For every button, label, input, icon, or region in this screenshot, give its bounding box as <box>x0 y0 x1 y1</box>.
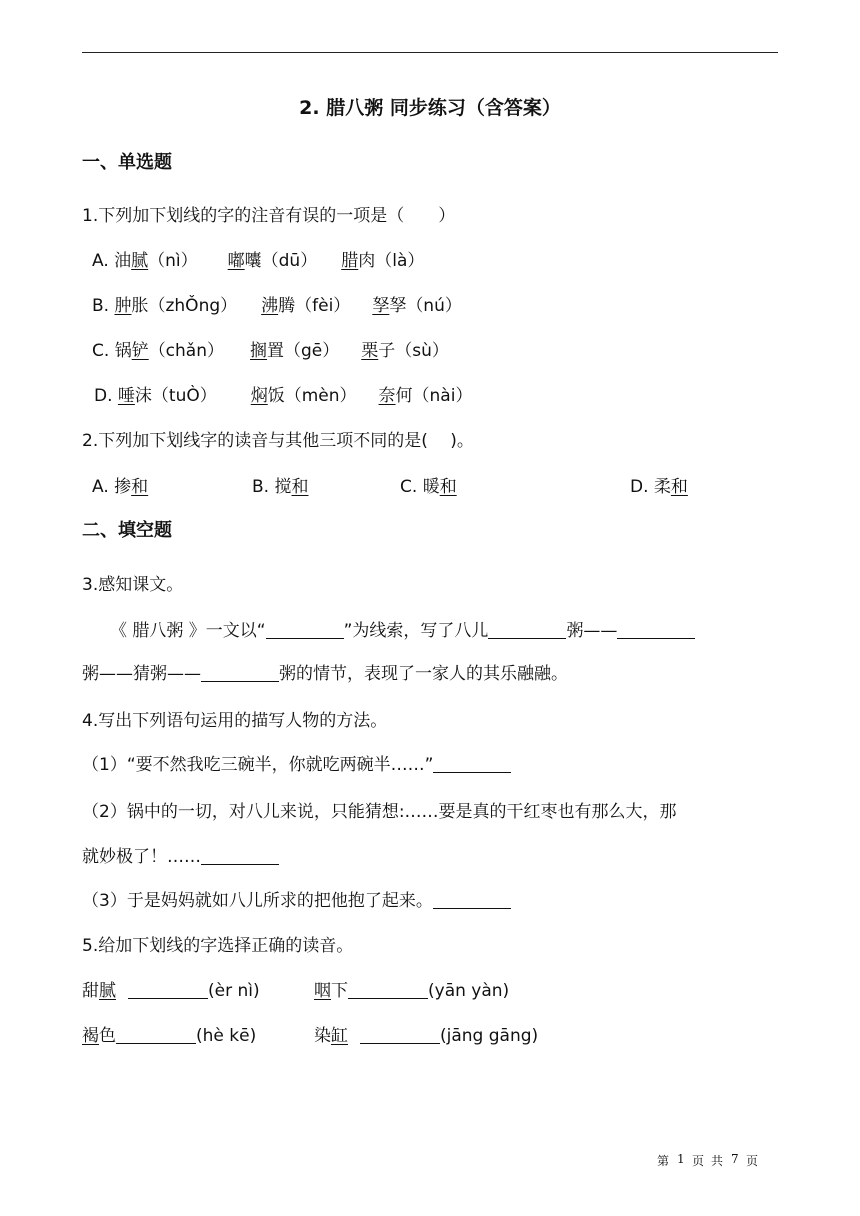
answer-blank[interactable] <box>360 1026 440 1044</box>
question-5-stem: 5.给加下划线的字选择正确的读音。 <box>82 936 354 956</box>
section-heading-fill-blank: 二、填空题 <box>82 520 172 541</box>
question-4-item-1: （1）“要不然我吃三碗半，你就吃两碗半……” <box>82 750 511 775</box>
answer-blank[interactable] <box>433 891 511 909</box>
answer-blank[interactable] <box>488 621 566 639</box>
answer-blank[interactable] <box>348 981 428 999</box>
question-4-item-2-line-2: 就妙极了！…… <box>82 842 279 867</box>
answer-blank[interactable] <box>266 621 344 639</box>
answer-blank[interactable] <box>116 1026 196 1044</box>
question-1-option-a: A. 油腻（nì） 嘟囔（dū） 腊肉（là） <box>92 251 425 271</box>
question-5-item-1: 甜腻 (èr nì) <box>82 981 260 1001</box>
question-2-option-b: B. 搅和 <box>252 477 309 497</box>
question-4-stem: 4.写出下列语句运用的描写人物的方法。 <box>82 711 388 731</box>
question-2-option-c: C. 暖和 <box>400 477 457 497</box>
question-1-option-b: B. 肿胀（zhǑng） 沸腾（fèi） 孥孥（nú） <box>92 296 462 316</box>
header-rule <box>82 52 778 53</box>
question-3-line-1: 《 腊八粥 》一文以“ ”为线索，写了八儿 粥—— <box>110 616 695 641</box>
question-4-item-2-line-1: （2）锅中的一切，对八儿来说，只能猜想:……要是真的干红枣也有那么大，那 <box>82 802 677 822</box>
question-2-option-d: D. 柔和 <box>630 477 688 497</box>
answer-blank[interactable] <box>201 847 279 865</box>
answer-blank[interactable] <box>128 981 208 999</box>
section-heading-single-choice: 一、单选题 <box>82 152 172 173</box>
page-title: 2. 腊八粥 同步练习（含答案） <box>299 97 561 119</box>
answer-blank[interactable] <box>201 664 279 682</box>
question-4-item-3: （3）于是妈妈就如八儿所求的把他抱了起来。 <box>82 886 511 911</box>
question-3-line-2: 粥——猜粥—— 粥的情节，表现了一家人的其乐融融。 <box>82 664 568 684</box>
current-page-number: 1 <box>677 1152 685 1166</box>
question-3-stem: 3.感知课文。 <box>82 575 184 595</box>
question-5-item-4: 染缸 (jāng gāng) <box>314 1026 539 1046</box>
question-2-stem: 2.下列加下划线字的读音与其他三项不同的是( )。 <box>82 431 474 451</box>
question-5-item-3: 褐色 (hè kē) <box>82 1026 257 1046</box>
question-5-item-2: 咽下 (yān yàn) <box>314 981 510 1001</box>
question-1-option-d: D. 唾沫（tuÒ） 焖饭（mèn） 奈何（nài） <box>94 386 473 406</box>
question-1-stem: 1.下列加下划线的字的注音有误的一项是（ ） <box>82 206 456 226</box>
answer-blank[interactable] <box>433 755 511 773</box>
answer-blank[interactable] <box>617 621 695 639</box>
question-2-option-a: A. 掺和 <box>92 477 149 497</box>
total-page-count: 7 <box>731 1152 739 1166</box>
question-1-option-c: C. 锅铲（chǎn） 搁置（gē） 栗子（sù） <box>92 341 449 361</box>
